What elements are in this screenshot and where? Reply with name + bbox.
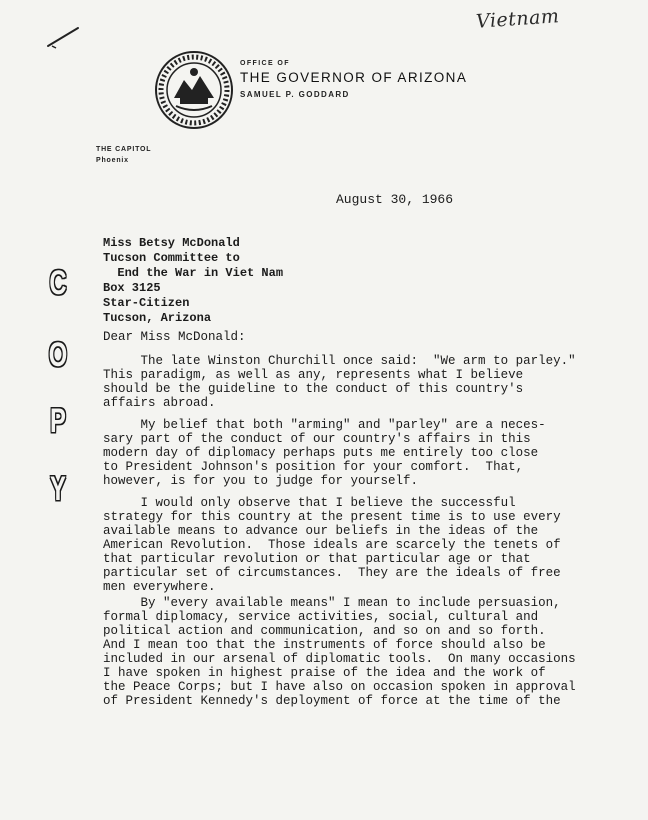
letterhead [240,60,467,99]
salutation: Dear Miss McDonald: [103,330,246,344]
text-line: The late Winston Churchill once said: "We arm to parley." [103,354,576,368]
address-line: Star-Citizen [103,296,190,310]
text-line: particular set of circumstances. They are the ideals of free [103,566,561,580]
text-line: political action and communication, and so on and so forth. [103,624,546,638]
letterhead-location [96,144,151,166]
text-line: I have spoken in highest praise of the idea and the work of [103,666,546,680]
address-line: Tucson, Arizona [103,311,212,325]
text-line: that particular revolution or that particular age or that [103,552,531,566]
governor-name: SAMUEL P. GODDARD [240,90,350,99]
text-line: affairs abroad. [103,396,216,410]
handwritten-check-mark [44,22,84,52]
location-line: Phoenix [96,157,129,164]
text-line: And I mean too that the instruments of force should also be [103,638,546,652]
text-line: however, is for you to judge for yourself. [103,474,419,488]
copy-stamp-letter: Y [50,470,66,508]
text-line: strategy for this country at the present time is to use every [103,510,561,524]
text-line: By "every available means" I mean to include persuasion, [103,596,561,610]
text-line: of President Kennedy's deployment of force at the time of the [103,694,561,708]
text-line: modern day of diplomacy perhaps puts me entirely too close [103,446,539,460]
text-line: American Revolution. Those ideals are scarcely the tenets of [103,538,561,552]
paragraph [103,418,573,488]
text-line: included in our arsenal of diplomatic tools. On many occasions [103,652,576,666]
great-seal-icon [154,50,234,130]
text-line: men everywhere. [103,580,216,594]
text-line: the Peace Corps; but I have also on occasion spoken in approval [103,680,576,694]
text-line: My belief that both "arming" and "parley" are a neces- [103,418,546,432]
office-title: THE GOVERNOR OF ARIZONA [240,70,468,85]
text-line: to President Johnson's position for your comfort. That, [103,460,524,474]
copy-stamp-letter: O [48,336,68,374]
copy-stamp-letter: P [50,402,66,440]
address-line: Miss Betsy McDonald [103,236,240,250]
recipient-address [103,236,283,326]
paragraph [103,496,573,594]
handwritten-note: Vietnam [475,5,561,33]
text-line: This paradigm, as well as any, represents what I believe [103,368,524,382]
letter-date: August 30, 1966 [336,192,454,207]
text-line: sary part of the conduct of our country's affairs in this [103,432,531,446]
address-line: Tucson Committee to [103,251,240,265]
text-line: I would only observe that I believe the successful [103,496,516,510]
address-line: End the War in Viet Nam [103,266,284,280]
paragraph [103,596,576,708]
paragraph [103,354,576,410]
copy-stamp-letter: C [49,264,67,302]
address-line: Box 3125 [103,281,161,295]
text-line: available means to advance our beliefs in the ideas of the [103,524,539,538]
location-line: THE CAPITOL [96,146,152,153]
text-line: should be the guideline to the conduct of this country's [103,382,524,396]
office-of-label: OFFICE OF [240,60,290,67]
text-line: formal diplomacy, service activities, social, cultural and [103,610,539,624]
